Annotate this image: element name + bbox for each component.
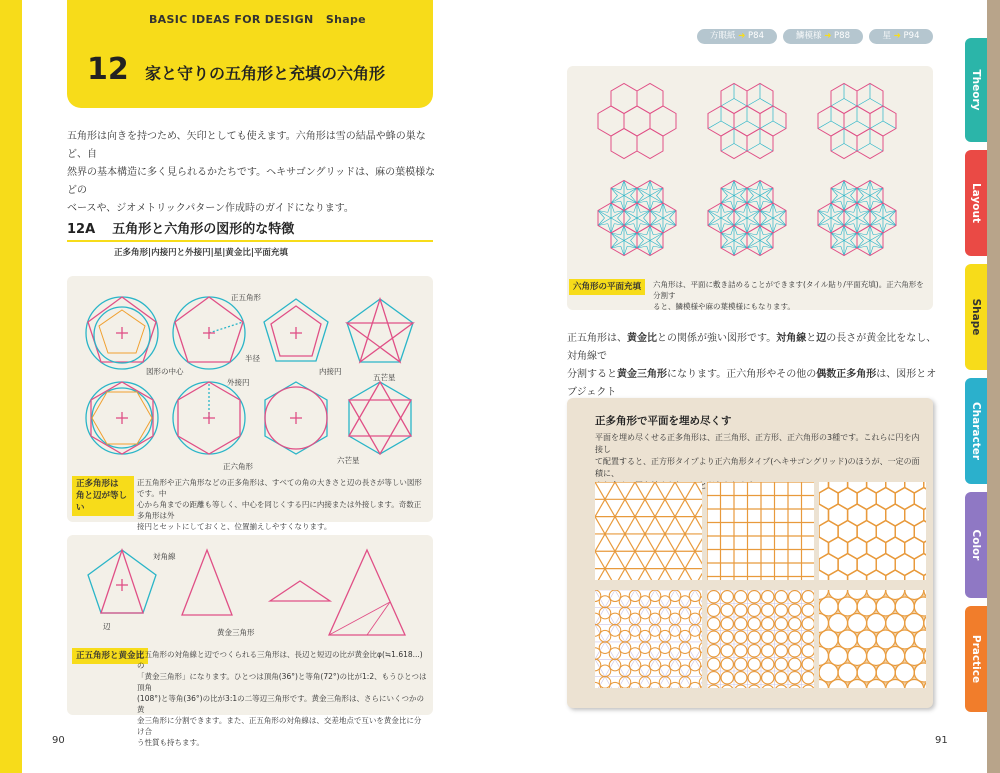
caption-line: (108°)と等角(36°)の比が3:1の二等辺三角形です。黄金三角形は、さらにいくつかの黄 xyxy=(137,694,425,714)
plane-fill-title: 正多角形で平面を埋め尽くす xyxy=(595,415,732,427)
series-label xyxy=(149,13,366,26)
section-heading xyxy=(67,218,433,242)
golden-triangle-obtuse xyxy=(270,581,330,601)
intro-line: 五角形は向きを持つため、矢印としても使えます。六角形は雪の結晶や蜂の巣など、自 xyxy=(67,131,426,160)
tab-practice[interactable] xyxy=(965,606,987,712)
label-pentagram: 五芒星 xyxy=(373,373,396,382)
caption-line: ると、鱗模様や麻の葉模様にもなります。 xyxy=(653,302,795,311)
pentagon-plain xyxy=(264,299,328,361)
caption-line: 金三角形に分割できます。また、正五角形の対角線は、交差地点で互いを黄金比に分け合 xyxy=(137,716,422,736)
tab-layout[interactable] xyxy=(965,150,987,256)
chapter-title: 家と守りの五角形と充填の六角形 xyxy=(145,64,386,83)
hexagon-incircle xyxy=(86,382,158,454)
tab-color[interactable] xyxy=(965,492,987,598)
section-title: 五角形と六角形の図形的な特徴 xyxy=(112,222,295,237)
hexagon-circumcircle xyxy=(173,382,245,454)
text-line: 平面を埋め尽くせる正多角形は、正三角形、正方形、正六角形の3種です。これらに円を内接し xyxy=(595,433,920,454)
tab-label: Layout xyxy=(970,182,982,224)
ref-chip[interactable]: 方眼紙 ➜ P84 xyxy=(697,29,777,44)
hexagon-tiling-panel xyxy=(567,66,933,310)
series-label-text: BASIC IDEAS FOR DESIGN xyxy=(149,13,314,26)
pentagon-incircle xyxy=(86,297,158,369)
right-page-edge xyxy=(987,0,1000,773)
pentagon-with-diagonals xyxy=(88,550,156,613)
polygon-figure-panel xyxy=(67,276,433,531)
tab-label: Color xyxy=(970,529,982,561)
ref-label: 鱗模様 xyxy=(796,31,822,41)
figure1-tag xyxy=(72,476,134,516)
page-number-left: 90 xyxy=(52,735,65,746)
ref-page: P88 xyxy=(834,31,850,41)
series-topic: Shape xyxy=(325,13,366,26)
tab-label: Character xyxy=(970,401,982,461)
intro-line: 然界の基本構造に多く見られるかたちです。ヘキサゴングリッドは、麻の葉模様などの xyxy=(67,167,436,196)
tab-character[interactable] xyxy=(965,378,987,484)
golden-ratio-panel xyxy=(67,535,433,747)
caption-line: う性質も持ちます。 xyxy=(137,738,204,747)
tiling-triangle xyxy=(595,482,702,580)
tab-label: Theory xyxy=(970,69,982,111)
tab-label: Shape xyxy=(970,298,982,336)
figure2-caption xyxy=(137,649,427,748)
label-golden-triangle: 黄金三角形 xyxy=(217,628,255,637)
caption-line: 六角形は、平面に敷き詰めることができます(タイル貼り/平面充填)。正六角形を分割す xyxy=(653,280,924,300)
text-line: て配置すると、正方形タイプより正六角形タイプ(ヘキサゴングリッド)のほうが、一定の面積に、 xyxy=(595,457,920,478)
label-radius: 半径 xyxy=(245,354,260,363)
label-hexagram: 六芒星 xyxy=(337,456,360,465)
figure2-tag: 正五角形と黄金比 xyxy=(72,648,148,664)
label-circumcircle: 外接円 xyxy=(227,378,250,387)
tab-label: Practice xyxy=(970,634,982,684)
pentagram xyxy=(347,299,413,362)
figure1-tag-line: 角と辺が等しい xyxy=(76,491,128,513)
chapter-header xyxy=(67,0,433,108)
hexfig-caption xyxy=(653,279,929,312)
label-center: 図形の中心 xyxy=(146,367,184,376)
label-side: 辺 xyxy=(103,622,111,631)
section-keywords: 正多角形|内接円と外接円|星|黄金比|平面充填 xyxy=(114,248,288,258)
page-number-right: 91 xyxy=(935,735,948,746)
caption-line: 正五角形や正六角形などの正多角形は、すべての角の大きさと辺の長さが等しい図形です。中 xyxy=(137,478,422,498)
intro-line: ベースや、ジオメトリックパターン作成時のガイドになります。 xyxy=(67,203,354,214)
label-pentagon: 正五角形 xyxy=(231,293,261,302)
ref-chip[interactable]: 星 ➜ P94 xyxy=(869,29,933,44)
tiling-hexagon-circles xyxy=(819,590,926,688)
left-margin-strip xyxy=(0,0,22,773)
ref-page: P84 xyxy=(748,31,764,41)
section-id: 12A xyxy=(67,222,96,237)
caption-line: 接円とセットにしておくと、位置揃えしやすくなります。 xyxy=(137,522,332,531)
tiling-square xyxy=(707,482,814,580)
ref-label: 方眼紙 xyxy=(710,31,736,41)
plane-fill-box xyxy=(567,398,933,708)
caption-line: 正五角形の対角線と辺でつくられる三角形は、長辺と短辺の比が黄金比φ(≒1.618...)の xyxy=(137,650,423,670)
pentagon-circumcircle xyxy=(173,297,245,369)
hexfig-tag: 六角形の平面充填 xyxy=(569,279,645,295)
golden-triangle-acute xyxy=(182,550,232,615)
caption-line: 心から角までの距離も等しく、中心を同じくする円に内接または外接します。奇数正多角形は外 xyxy=(137,500,422,520)
chapter-number: 12 xyxy=(87,52,129,87)
ref-chip[interactable]: 鱗模様 ➜ P88 xyxy=(783,29,863,44)
intro-text xyxy=(67,128,439,218)
label-diagonal: 対角線 xyxy=(153,552,176,561)
figure1-tag-line: 正多角形は xyxy=(76,479,119,489)
ref-page: P94 xyxy=(903,31,920,41)
label-hexagon: 正六角形 xyxy=(223,462,253,471)
hexagram xyxy=(349,382,411,454)
tiling-hexagon xyxy=(819,482,926,580)
golden-triangle-subdivided xyxy=(329,550,405,635)
figure1-caption xyxy=(137,477,427,532)
tiling-square-circles xyxy=(707,590,814,688)
label-incircle: 内接円 xyxy=(319,367,342,376)
tab-theory[interactable] xyxy=(965,38,987,142)
hexagon-pattern-diagram xyxy=(567,66,933,276)
tab-shape[interactable] xyxy=(965,264,987,370)
ref-label: 星 xyxy=(882,31,892,41)
tiling-triangle-circles xyxy=(595,590,702,688)
hexagon-plain xyxy=(265,382,327,454)
paragraph-line: 正五角形は、黄金比との関係が強い図形です。対角線と辺の長さが黄金比をなし、対角線で xyxy=(567,333,937,362)
paragraph-line: 分割すると黄金三角形になります。正六角形やその他の偶数正多角形は、図形とオブジェクト xyxy=(567,369,937,398)
caption-line: 「黄金三角形」になります。ひとつは頂角(36°)と等角(72°)の比が1:2、もうひとつは頂角 xyxy=(137,672,427,692)
